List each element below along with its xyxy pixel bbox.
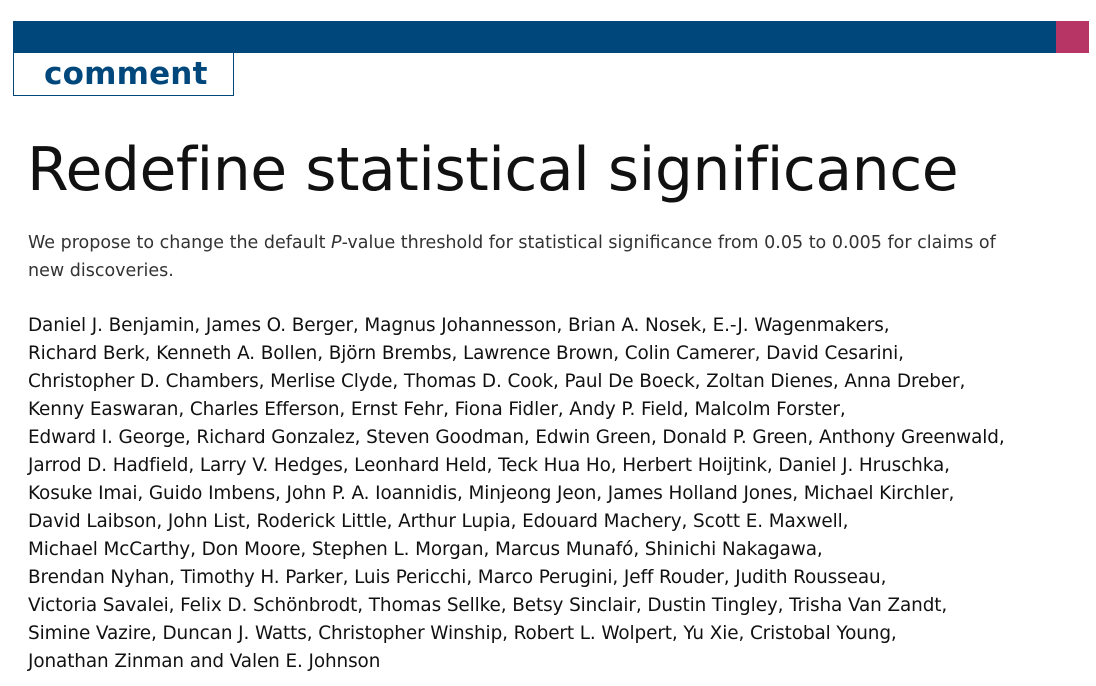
- author-line: Jonathan Zinman and Valen E. Johnson: [28, 651, 381, 672]
- author-line: Richard Berk, Kenneth A. Bollen, Björn Brembs, Lawrence Brown, Colin Camerer, David Cesarini,: [28, 343, 904, 364]
- author-line: David Laibson, John List, Roderick Little, Arthur Lupia, Edouard Machery, Scott E. Maxwell,: [28, 511, 849, 532]
- standfirst-text-line2: new discoveries.: [28, 261, 174, 281]
- standfirst-text-start: We propose to change the default: [28, 233, 332, 253]
- header-accent-block: [1056, 21, 1089, 53]
- author-line: Christopher D. Chambers, Merlise Clyde, Thomas D. Cook, Paul De Boeck, Zoltan Dienes, Anna Dreber,: [28, 371, 966, 392]
- section-tab: [13, 53, 234, 96]
- article-title: Redefine statistical significance: [27, 135, 959, 205]
- author-line: Michael McCarthy, Don Moore, Stephen L. Morgan, Marcus Munafó, Shinichi Nakagawa,: [28, 539, 823, 560]
- author-line: Edward I. George, Richard Gonzalez, Steven Goodman, Edwin Green, Donald P. Green, Anthony Greenwald,: [28, 427, 1005, 448]
- standfirst-p-italic: P: [331, 233, 342, 253]
- author-line: Brendan Nyhan, Timothy H. Parker, Luis Pericchi, Marco Perugini, Jeff Rouder, Judith Rousseau,: [28, 567, 887, 588]
- standfirst: [28, 229, 1058, 285]
- author-line: Simine Vazire, Duncan J. Watts, Christopher Winship, Robert L. Wolpert, Yu Xie, Cristobal Young,: [28, 623, 897, 644]
- author-line: Kenny Easwaran, Charles Efferson, Ernst Fehr, Fiona Fidler, Andy P. Field, Malcolm Forster,: [28, 399, 846, 420]
- author-line: Kosuke Imai, Guido Imbens, John P. A. Ioannidis, Minjeong Jeon, James Holland Jones, Michael Kirchler,: [28, 483, 955, 504]
- author-line: Daniel J. Benjamin, James O. Berger, Magnus Johannesson, Brian A. Nosek, E.-J. Wagenmakers,: [28, 315, 890, 336]
- author-line: Victoria Savalei, Felix D. Schönbrodt, Thomas Sellke, Betsy Sinclair, Dustin Tingley, Trisha Van Zandt,: [28, 595, 948, 616]
- author-list: [28, 312, 1078, 676]
- author-line: Jarrod D. Hadfield, Larry V. Hedges, Leonhard Held, Teck Hua Ho, Herbert Hoijtink, Daniel J. Hruschka,: [28, 455, 950, 476]
- header-band: [13, 21, 1056, 53]
- standfirst-text-rest: -value threshold for statistical significance from 0.05 to 0.005 for claims of: [341, 233, 996, 253]
- section-label: comment: [44, 56, 208, 92]
